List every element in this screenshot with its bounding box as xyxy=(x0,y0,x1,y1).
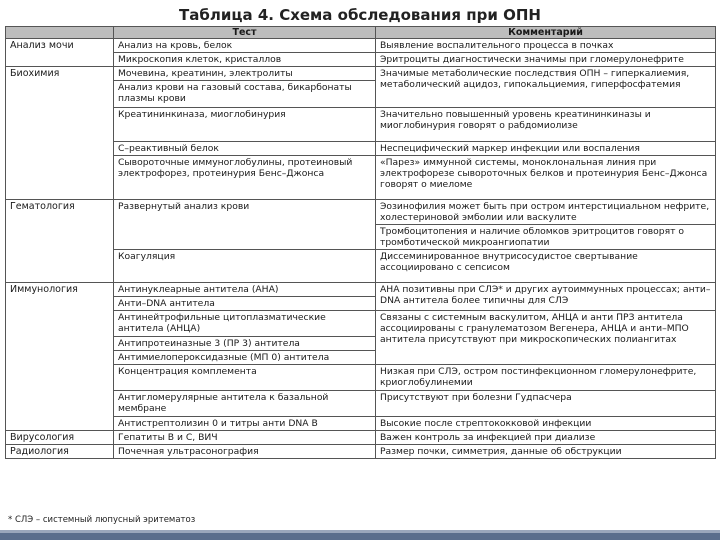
table-row xyxy=(6,431,716,445)
test-cell: Анализ крови на газовый состава, бикарбонаты плазмы крови xyxy=(114,81,376,108)
comment-cell: Присутствуют при болезни Гудпасчера xyxy=(376,391,716,417)
test-cell: Анти–DNA антитела xyxy=(114,297,376,311)
category-cell: Гематология xyxy=(6,200,114,283)
test-cell: Сывороточные иммуноглобулины, протеиновый электрофорез, протеинурия Бенс–Джонса xyxy=(114,156,376,200)
comment-cell: Эритроциты диагностически значимы при гломерулонефрите xyxy=(376,53,716,67)
test-cell: Антипротеиназные 3 (ПР 3) антитела xyxy=(114,337,376,351)
header-comment: Комментарий xyxy=(376,27,716,39)
comment-cell: Размер почки, симметрия, данные об обструкции xyxy=(376,445,716,459)
table-row xyxy=(6,39,716,53)
test-cell: Гепатиты В и С, ВИЧ xyxy=(114,431,376,445)
test-cell: Антигломерулярные антитела к базальной мембране xyxy=(114,391,376,417)
category-cell: Иммунология xyxy=(6,283,114,431)
test-cell: Концентрация комплемента xyxy=(114,365,376,391)
test-cell: Микроскопия клеток, кристаллов xyxy=(114,53,376,67)
category-cell: Вирусология xyxy=(6,431,114,445)
comment-cell: Значительно повышенный уровень креатининкиназы и миоглобинурия говорят о рабдомиолизе xyxy=(376,108,716,142)
comment-cell: Диссеминированное внутрисосудистое свертывание ассоциировано с сепсисом xyxy=(376,250,716,283)
test-cell: Мочевина, креатинин, электролиты xyxy=(114,67,376,81)
table-title: Таблица 4. Схема обследования при ОПН xyxy=(179,6,541,24)
comment-cell: Тромбоцитопения и наличие обломков эритроцитов говорят о тромботической микроангиопатии xyxy=(376,225,716,250)
table-header-row xyxy=(6,27,716,39)
category-cell: Анализ мочи xyxy=(6,39,114,67)
comment-cell: Низкая при СЛЭ, остром постинфекционном гломерулонефрите, криоглобулинемии xyxy=(376,365,716,391)
category-cell: Биохимия xyxy=(6,67,114,200)
bottom-bar xyxy=(0,533,720,540)
table-row xyxy=(6,67,716,81)
category-cell: Радиология xyxy=(6,445,114,459)
test-cell: Развернутый анализ крови xyxy=(114,200,376,250)
test-cell: Антимиелопероксидазные (МП 0) антитела xyxy=(114,351,376,365)
comment-cell: Значимые метаболические последствия ОПН – гиперкалиемия, метаболический ацидоз, гипокальциемия, гиперфосфатемия xyxy=(376,67,716,108)
table-row xyxy=(6,200,716,225)
test-cell: Антинуклеарные антитела (АНА) xyxy=(114,283,376,297)
test-cell: Антинейтрофильные цитоплазматические антитела (АНЦА) xyxy=(114,311,376,337)
header-category xyxy=(6,27,114,39)
table-row xyxy=(6,283,716,297)
comment-cell: Важен контроль за инфекцией при диализе xyxy=(376,431,716,445)
comment-cell: АНА позитивны при СЛЭ* и других аутоиммунных процессах; анти– DNA антитела более типичны для СЛЭ xyxy=(376,283,716,311)
comment-cell: Эозинофилия может быть при остром интерстициальном нефрите, холестериновой эмболии или васкулите xyxy=(376,200,716,225)
test-cell: Коагуляция xyxy=(114,250,376,283)
comment-cell: «Парез» иммунной системы, моноклональная линия при электрофорезе сывороточных белков и протеинурия Бенс–Джонса говорят о миеломе xyxy=(376,156,716,200)
test-cell: С–реактивный белок xyxy=(114,142,376,156)
comment-cell: Связаны с системным васкулитом, АНЦА и анти ПРЗ антитела ассоциированы с гранулематозом Вегенера, АНЦА и анти–МПО антитела присутствуют при микроскопических полиангитах xyxy=(376,311,716,365)
test-cell: Креатининкиназа, миоглобинурия xyxy=(114,108,376,142)
test-cell: Почечная ультрасонография xyxy=(114,445,376,459)
comment-cell: Неспецифический маркер инфекции или воспаления xyxy=(376,142,716,156)
examination-table xyxy=(5,26,716,459)
test-cell: Анализ на кровь, белок xyxy=(114,39,376,53)
comment-cell: Высокие после стрептококковой инфекции xyxy=(376,417,716,431)
header-test: Тест xyxy=(114,27,376,39)
footnote: * СЛЭ – системный люпусный эритематоз xyxy=(8,515,196,525)
comment-cell: Выявление воспалительного процесса в почках xyxy=(376,39,716,53)
test-cell: Антистрептолизин 0 и титры анти DNA B xyxy=(114,417,376,431)
table-row xyxy=(6,445,716,459)
